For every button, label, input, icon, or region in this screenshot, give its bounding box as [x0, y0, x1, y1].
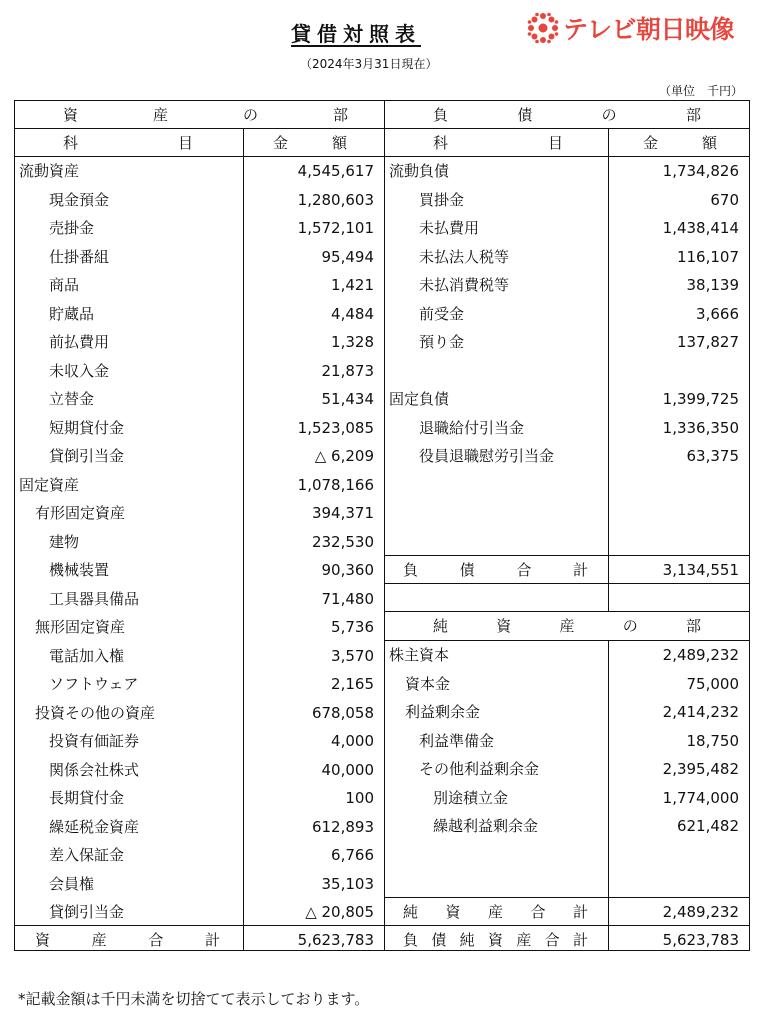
row-label: 工具器具備品 [49, 589, 140, 608]
heading-char: 資 [487, 931, 503, 949]
heading-char: 計 [572, 931, 588, 949]
table-row [385, 784, 749, 813]
heading-char: 額 [701, 134, 717, 152]
balance-sheet-table [14, 100, 750, 951]
heading-char: 産 [559, 617, 575, 635]
heading-char: 金 [273, 134, 289, 152]
row-label: 仕掛番組 [49, 247, 110, 266]
table-row [15, 585, 384, 614]
liabilities-total-row [385, 556, 749, 585]
row-value: 1,328 [331, 333, 374, 351]
table-row [385, 755, 749, 784]
row-value: 1,774,000 [662, 788, 739, 807]
table-row [15, 699, 384, 728]
row-value: 1,572,101 [297, 219, 374, 237]
row-label: 別途積立金 [433, 788, 509, 807]
row-value: 670 [710, 190, 739, 209]
row-value: 137,827 [676, 333, 739, 351]
assets-total-row [15, 926, 384, 955]
row-label: 会員権 [49, 874, 95, 893]
row-label: 買掛金 [419, 190, 465, 209]
row-label: 有形固定資産 [35, 504, 126, 522]
table-row [15, 243, 384, 272]
table-row [15, 357, 384, 386]
row-label: その他利益剰余金 [419, 760, 540, 778]
row-value: 35,103 [321, 874, 374, 893]
logo-text: テレビ朝日映像 [563, 15, 735, 44]
row-value: 1,336,350 [662, 418, 739, 437]
heading-char: 計 [572, 903, 588, 921]
row-value: 394,371 [311, 504, 374, 522]
table-row [385, 414, 749, 443]
row-label: 売掛金 [49, 219, 95, 237]
heading-char: 科 [63, 134, 79, 152]
heading-char: 部 [685, 617, 701, 635]
heading-char: 計 [572, 561, 588, 579]
row-label: 投資その他の資産 [35, 703, 156, 722]
heading-char: 資 [496, 617, 512, 635]
table-row [15, 300, 384, 329]
liabilities-column-header [385, 129, 749, 157]
heading-char: 負 [403, 931, 419, 949]
heading-char: 産 [516, 931, 532, 949]
row-value: 38,139 [686, 276, 739, 294]
liabilities-column [385, 101, 749, 950]
row-label: 前受金 [419, 304, 465, 323]
liabilities-section-header [385, 101, 749, 129]
row-label: 関係会社株式 [49, 760, 140, 779]
heading-char: 金 [643, 134, 659, 152]
row-value: 51,434 [321, 390, 374, 408]
heading-char: 債 [459, 561, 475, 579]
row-value: 2,489,232 [662, 646, 739, 664]
table-row [15, 784, 384, 813]
row-value: △ 20,805 [305, 903, 374, 921]
net-assets-total-value: 2,489,232 [662, 903, 739, 921]
row-value: △ 6,209 [314, 447, 374, 465]
row-label: 流動負債 [389, 162, 450, 180]
table-row [15, 414, 384, 443]
heading-char: 純 [403, 903, 419, 921]
heading-char: 産 [91, 931, 107, 949]
table-row [385, 300, 749, 329]
as-of-date: （2024年3月31日現在） [300, 57, 438, 71]
table-row [15, 556, 384, 585]
row-value: 4,000 [331, 732, 374, 750]
row-label: 利益準備金 [419, 731, 495, 750]
table-row [385, 385, 749, 414]
table-row [385, 186, 749, 215]
row-value: 1,078,166 [297, 475, 374, 494]
table-row [15, 813, 384, 842]
heading-char: 計 [204, 931, 220, 949]
company-logo [526, 10, 734, 46]
table-row [15, 898, 384, 927]
table-row [15, 385, 384, 414]
row-value: 21,873 [321, 361, 374, 380]
row-label: 投資有価証券 [49, 732, 140, 750]
row-value: 1,399,725 [662, 390, 739, 408]
heading-char: 債 [431, 931, 447, 949]
table-row [385, 271, 749, 300]
row-label: 立替金 [49, 390, 95, 408]
row-label: 短期貸付金 [49, 418, 125, 437]
net-assets-section-header [385, 612, 749, 641]
row-label: ソフトウェア [49, 675, 139, 693]
row-value: 100 [345, 789, 374, 807]
heading-char: 部 [685, 106, 701, 124]
assets-column-header [15, 129, 384, 157]
table-row [385, 641, 749, 670]
row-value: 1,280,603 [297, 190, 374, 209]
liabilities-total-value: 3,134,551 [662, 561, 739, 579]
grand-total-value: 5,623,783 [662, 931, 739, 949]
table-row [15, 613, 384, 642]
row-label: 未払費用 [419, 219, 480, 237]
table-row [385, 357, 749, 386]
row-label: 固定負債 [389, 390, 450, 408]
unit-label: （単位 千円） [658, 84, 743, 98]
heading-char: 債 [517, 106, 533, 124]
row-label: 役員退職慰労引当金 [419, 447, 555, 465]
row-label: 機械装置 [49, 561, 110, 579]
table-row [385, 214, 749, 243]
heading-char: 科 [433, 134, 449, 152]
row-value: 2,395,482 [662, 760, 739, 778]
row-label: 無形固定資産 [35, 618, 126, 636]
heading-char: 合 [544, 931, 560, 949]
heading-char: 合 [516, 561, 532, 579]
heading-char: 額 [331, 134, 347, 152]
row-value: 1,421 [331, 276, 374, 294]
row-label: 利益剰余金 [405, 703, 481, 721]
row-value: 1,734,826 [662, 162, 739, 180]
row-value: 1,438,414 [662, 219, 739, 237]
row-value: 1,523,085 [297, 418, 374, 437]
table-row [15, 471, 384, 500]
heading-char: の [622, 617, 638, 635]
row-value: 621,482 [676, 817, 739, 835]
table-row [15, 528, 384, 557]
row-label: 建物 [49, 532, 80, 551]
row-value: 95,494 [321, 247, 374, 266]
assets-section-header [15, 101, 384, 129]
heading-char: 合 [530, 903, 546, 921]
assets-total-value: 5,623,783 [297, 931, 374, 949]
table-row [385, 442, 749, 471]
row-value: 75,000 [686, 674, 739, 693]
row-label: 退職給付引当金 [419, 418, 525, 437]
heading-char: 資 [63, 106, 79, 124]
heading-char: 負 [433, 106, 449, 124]
row-label: 未払法人税等 [419, 247, 510, 266]
table-row [15, 328, 384, 357]
table-row [15, 499, 384, 528]
row-value: 232,530 [311, 532, 374, 551]
row-label: 長期貸付金 [49, 789, 125, 807]
row-label: 電話加入権 [49, 646, 125, 665]
row-value: 2,414,232 [662, 703, 739, 721]
row-value: 4,484 [331, 304, 374, 323]
heading-char: 産 [152, 106, 168, 124]
row-label: 繰延税金資産 [49, 817, 140, 836]
row-label: 前払費用 [49, 333, 110, 351]
row-value: 678,058 [311, 703, 374, 722]
heading-char: 資 [35, 931, 51, 949]
table-row [15, 214, 384, 243]
net-assets-total-row [385, 898, 749, 927]
table-row [15, 870, 384, 899]
row-label: 貸倒引当金 [49, 903, 125, 921]
row-label: 未収入金 [49, 361, 110, 380]
row-label: 差入保証金 [49, 846, 125, 864]
row-value: 18,750 [686, 731, 739, 750]
row-label: 貸倒引当金 [49, 447, 125, 465]
heading-char: 産 [487, 903, 503, 921]
heading-char: 負 [403, 561, 419, 579]
grand-total-row [385, 926, 749, 955]
row-value: 3,570 [331, 646, 374, 665]
sunburst-logo-icon [526, 11, 560, 45]
row-value: 71,480 [321, 589, 374, 608]
table-row [385, 157, 749, 186]
row-label: 商品 [49, 276, 80, 294]
assets-column [15, 101, 385, 950]
table-row [15, 841, 384, 870]
table-row [385, 812, 749, 841]
row-value: 4,545,617 [297, 162, 374, 180]
table-row [385, 243, 749, 272]
table-row [385, 670, 749, 699]
heading-char: の [601, 106, 617, 124]
table-row [15, 642, 384, 671]
row-value: 2,165 [331, 675, 374, 693]
row-label: 繰越利益剰余金 [433, 817, 539, 835]
table-row [15, 756, 384, 785]
table-row [15, 670, 384, 699]
row-value: 116,107 [676, 247, 739, 266]
heading-char: 目 [177, 134, 193, 152]
table-row [15, 442, 384, 471]
row-value: 63,375 [686, 447, 739, 465]
table-row [385, 698, 749, 727]
row-value: 40,000 [321, 760, 374, 779]
heading-char: の [242, 106, 258, 124]
heading-char: 目 [547, 134, 563, 152]
row-label: 流動資産 [19, 162, 80, 180]
footnote: *記載金額は千円未満を切捨てて表示しております。 [18, 990, 370, 1008]
table-row [15, 186, 384, 215]
heading-char: 資 [445, 903, 461, 921]
table-row [15, 157, 384, 186]
row-label: 固定資産 [19, 475, 80, 494]
table-row [15, 727, 384, 756]
row-value: 5,736 [331, 618, 374, 636]
row-label: 株主資本 [389, 646, 450, 664]
row-value: 6,766 [331, 846, 374, 864]
document-title: 貸借対照表 [291, 22, 421, 46]
row-label: 資本金 [405, 674, 451, 693]
row-label: 現金預金 [49, 190, 110, 209]
table-row [385, 727, 749, 756]
heading-char: 合 [148, 931, 164, 949]
row-label: 未払消費税等 [419, 276, 510, 294]
heading-char: 部 [332, 106, 348, 124]
row-value: 612,893 [311, 817, 374, 836]
row-label: 預り金 [419, 333, 465, 351]
heading-char: 純 [459, 931, 475, 949]
table-row [385, 328, 749, 357]
table-row [15, 271, 384, 300]
row-value: 90,360 [321, 561, 374, 579]
row-value: 3,666 [696, 304, 739, 323]
heading-char: 純 [433, 617, 449, 635]
row-label: 貯蔵品 [49, 304, 95, 323]
